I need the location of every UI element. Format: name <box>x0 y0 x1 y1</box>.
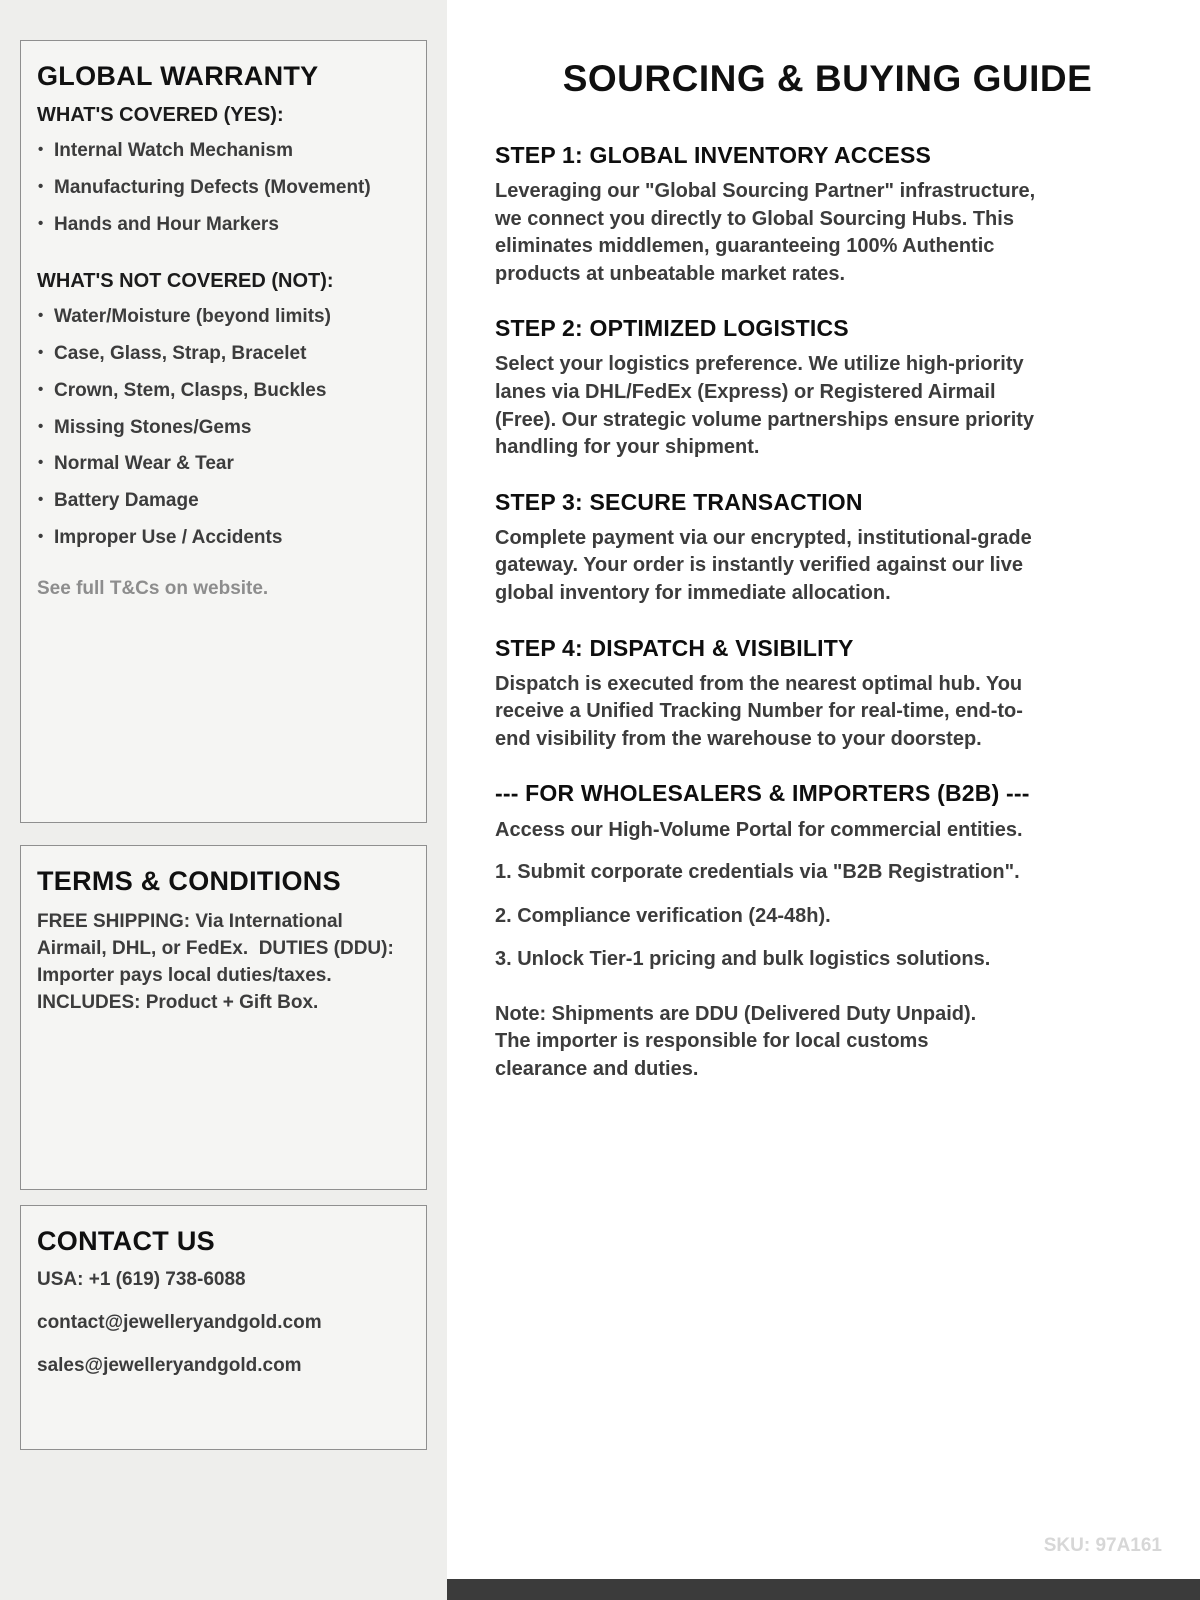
covered-heading: WHAT'S COVERED (YES): <box>37 104 284 126</box>
b2b-heading: --- FOR WHOLESALERS & IMPORTERS (B2B) --- <box>495 780 1030 807</box>
sidebar <box>0 0 447 1600</box>
not-covered-item: • Water/Moisture (beyond limits) <box>37 305 410 329</box>
step-3 <box>495 489 1160 608</box>
warranty-panel <box>20 40 427 823</box>
b2b-item: 3. Unlock Tier-1 pricing and bulk logistics solutions. <box>495 948 991 971</box>
contact-phone: USA: +1 (619) 738-6088 <box>37 1269 246 1290</box>
step-1 <box>495 142 1160 288</box>
main-content <box>447 0 1200 1600</box>
contact-title: CONTACT US <box>37 1226 215 1256</box>
covered-item: • Internal Watch Mechanism <box>37 139 410 163</box>
b2b-section <box>495 780 1160 1083</box>
step-3-body: Complete payment via our encrypted, institutional-grade gateway. Your order is instantly verified against our live global inventory for immediate allocation. <box>495 526 1032 604</box>
not-covered-item: • Missing Stones/Gems <box>37 416 410 440</box>
sku-label: SKU: 97A161 <box>1043 1535 1162 1556</box>
step-4 <box>495 635 1160 754</box>
not-covered-item: • Battery Damage <box>37 489 410 513</box>
not-covered-item: • Normal Wear & Tear <box>37 452 410 476</box>
not-covered-item: • Improper Use / Accidents <box>37 526 410 550</box>
page-title: SOURCING & BUYING GUIDE <box>562 58 1093 99</box>
step-4-heading: STEP 4: DISPATCH & VISIBILITY <box>495 634 854 661</box>
not-covered-heading: WHAT'S NOT COVERED (NOT): <box>37 270 334 293</box>
step-2 <box>495 315 1160 461</box>
not-covered-item: • Case, Glass, Strap, Bracelet <box>37 342 410 366</box>
bottom-bar <box>447 1579 1200 1600</box>
b2b-note: Note: Shipments are DDU (Delivered Duty Unpaid). The importer is responsible for local customs clearance and duties. <box>495 1002 977 1080</box>
step-2-body: Select your logistics preference. We utilize high-priority lanes via DHL/FedEx (Express) or Registered Airmail (Free). Our strategic volume partnerships ensure priority handling for your shipment. <box>495 353 1035 459</box>
covered-item: • Manufacturing Defects (Movement) <box>37 176 410 200</box>
contact-email-sales: sales@jewelleryandgold.com <box>37 1355 302 1376</box>
covered-item: • Hands and Hour Markers <box>37 213 410 237</box>
contact-panel <box>20 1205 427 1450</box>
b2b-intro: Access our High-Volume Portal for commercial entities. <box>495 819 1023 842</box>
terms-panel <box>20 845 427 1190</box>
warranty-title: GLOBAL WARRANTY <box>37 61 319 91</box>
not-covered-item: • Crown, Stem, Clasps, Buckles <box>37 379 410 403</box>
step-3-heading: STEP 3: SECURE TRANSACTION <box>495 488 863 515</box>
step-1-body: Leveraging our "Global Sourcing Partner" infrastructure, we connect you directly to Global Sourcing Hubs. This eliminates middlemen, guaranteeing 100% Authentic products at unbeatable market rates. <box>495 180 1036 285</box>
terms-body: FREE SHIPPING: Via International Airmail, DHL, or FedEx. DUTIES (DDU): Importer pays local duties/taxes. INCLUDES: Product + Gift Box. <box>37 911 400 1013</box>
terms-title: TERMS & CONDITIONS <box>37 866 341 896</box>
b2b-item: 1. Submit corporate credentials via "B2B Registration". <box>495 860 1020 883</box>
step-1-heading: STEP 1: GLOBAL INVENTORY ACCESS <box>495 142 932 168</box>
step-4-body: Dispatch is executed from the nearest optimal hub. You receive a Unified Tracking Number for real-time, end-to-end visibility from the warehouse to your doorstep. <box>495 672 1023 750</box>
warranty-footnote: See full T&Cs on website. <box>37 577 269 599</box>
b2b-item: 2. Compliance verification (24-48h). <box>495 904 831 927</box>
step-2-heading: STEP 2: OPTIMIZED LOGISTICS <box>495 315 849 342</box>
contact-email: contact@jewelleryandgold.com <box>37 1312 322 1333</box>
